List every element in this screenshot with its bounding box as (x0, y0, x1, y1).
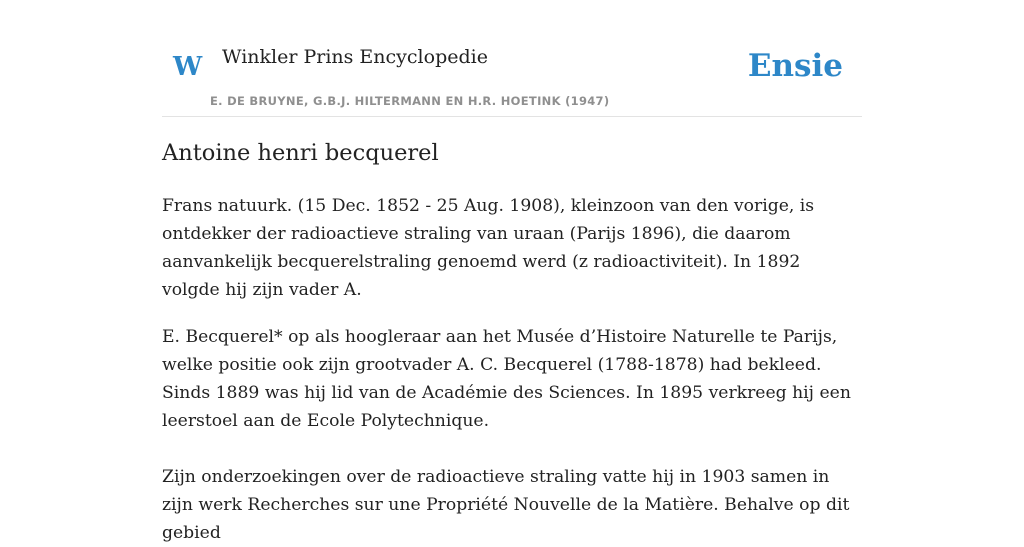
article-paragraph: Frans natuurk. (15 Dec. 1852 - 25 Aug. 1908), kleinzoon van den vorige, is ontdekker der radioactieve straling van uraan (Parijs 1896), die daarom aanvankelijk becquerelstraling genoemd werd (z radioactiviteit). In 1892 volgde hij zijn vader A. (162, 196, 815, 300)
article-title: Antoine henri becquerel (162, 140, 439, 166)
header (162, 0, 862, 117)
article-paragraph: Zijn onderzoekingen over de radioactieve straling vatte hij in 1903 samen in zijn werk Recherches sur une Propriété Nouvelle de la Matière. Behalve op dit gebied (162, 467, 850, 543)
article-paragraph: E. Becquerel* op als hoogleraar aan het Musée d’Histoire Naturelle te Parijs, welke positie ook zijn grootvader A. C. Becquerel (1788-1878) had bekleed. Sinds 1889 was hij lid van de Académie des Sciences. In 1895 verkreeg hij een leerstoel aan de Ecole Polytechnique. (162, 327, 851, 431)
publication-logo-icon[interactable]: W (173, 52, 203, 82)
publication-title[interactable]: Winkler Prins Encyclopedie (222, 46, 488, 68)
article-body (162, 192, 862, 547)
publication-authors: E. DE BRUYNE, G.B.J. HILTERMANN EN H.R. HOETINK (1947) (210, 94, 610, 108)
ensie-brand-logo[interactable]: Ensie (747, 48, 843, 84)
